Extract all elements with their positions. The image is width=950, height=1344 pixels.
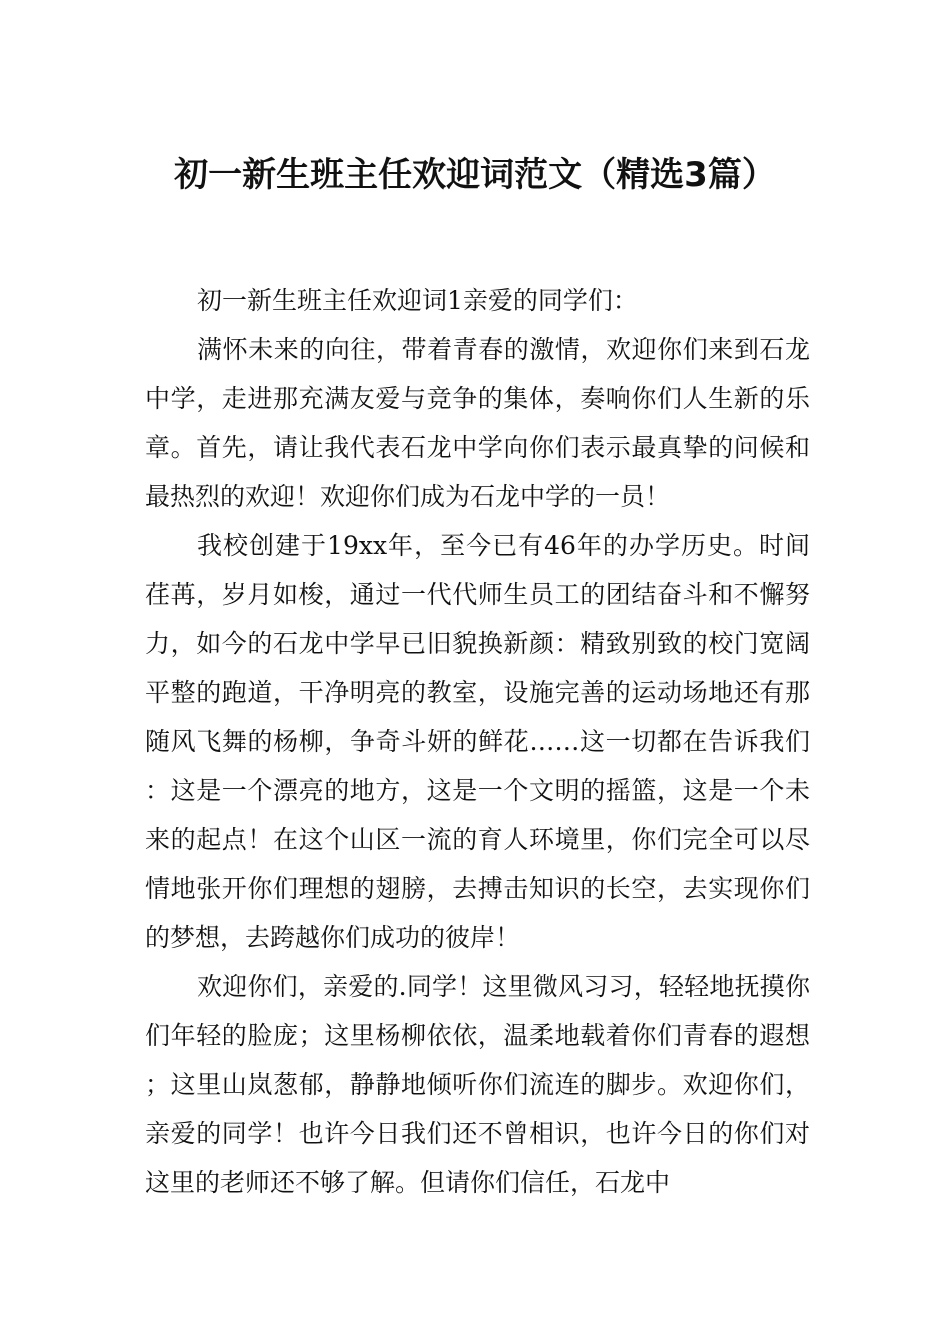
document-body xyxy=(145,276,810,1207)
paragraph-welcome-students: 欢迎你们，亲爱的.同学！这里微风习习，轻轻地抚摸你们年轻的脸庞；这里杨柳依依，温柔地载着你们青春的遐想；这里山岚葱郁，静静地倾听你们流连的脚步。欢迎你们，亲爱的同学！也许今日我们还不曾相识，也许今日的你们对这里的老师还不够了解。但请你们信任，石龙中 xyxy=(145,972,810,1197)
paragraph-greeting: 初一新生班主任欢迎词1亲爱的同学们： xyxy=(197,286,638,315)
paragraph-school-history: 我校创建于19xx年，至今已有46年的办学历史。时间荏苒，岁月如梭，通过一代代师生员工的团结奋斗和不懈努力，如今的石龙中学早已旧貌换新颜：精致别致的校门宽阔平整的跑道，干净明亮的教室，设施完善的运动场地还有那随风飞舞的杨柳，争奇斗妍的鲜花……这一切都在告诉我们：这是一个漂亮的地方，这是一个文明的摇篮，这是一个未来的起点！在这个山区一流的育人环境里，你们完全可以尽情地张开你们理想的翅膀，去搏击知识的长空，去实现你们的梦想，去跨越你们成功的彼岸！ xyxy=(145,531,810,952)
document-title: 初一新生班主任欢迎词范文（精选3篇） xyxy=(174,154,776,195)
paragraph-welcome: 满怀未来的向往，带着青春的激情，欢迎你们来到石龙中学，走进那充满友爱与竞争的集体，奏响你们人生新的乐章。首先，请让我代表石龙中学向你们表示最真挚的问候和最热烈的欢迎！欢迎你们成为石龙中学的一员！ xyxy=(145,335,810,511)
